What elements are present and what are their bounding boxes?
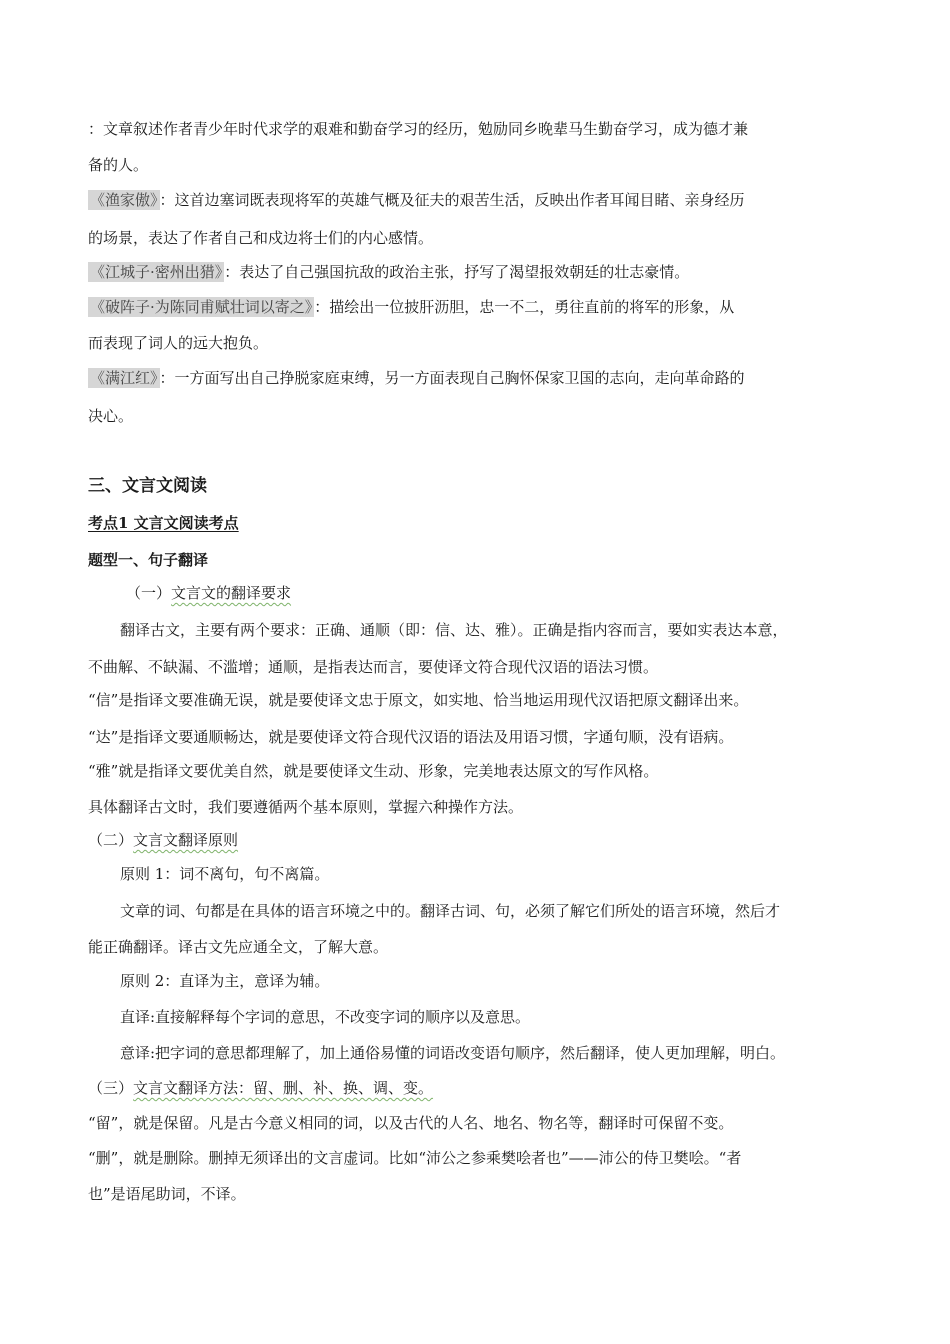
part2-yiyi: 意译:把字词的意思都理解了，加上通俗易懂的词语改变语句顺序，然后翻译，使人更加理解，明白。: [120, 1044, 786, 1062]
summary-jiangchengzi: [88, 261, 689, 283]
part3-liu: “留”，就是保留。凡是古今意义相同的词，以及古代的人名、地名、物名等，翻译时可保留不变。: [88, 1114, 734, 1132]
summary-intro-line-2: 备的人。: [88, 156, 149, 174]
summary-pozhenzi-line-2: 而表现了词人的远大抱负。: [88, 334, 269, 352]
tixing-heading: 题型一、句子翻译: [88, 551, 209, 569]
kaodian-label: 考点1 文言文阅读考点: [88, 514, 239, 532]
pozhenzi-text: ：描绘出一位披肝沥胆，忠一不二，勇往直前的将军的形象，从: [314, 298, 735, 316]
pozhenzi-title: 《破阵子·为陈同甫赋壮词以寄之》: [90, 298, 313, 316]
summary-manjianghong: [88, 367, 745, 389]
jiangchengzi-text: ：表达了自己强国抗敌的政治主张，抒写了渴望报效朝廷的壮志豪情。: [224, 263, 690, 281]
part3-shan-line-1: “删”，就是删除。删掉无须译出的文言虚词。比如“沛公之参乘樊哙者也”——沛公的侍卫樊哙。“者: [88, 1149, 742, 1167]
part1-num: （一）: [126, 584, 172, 602]
summary-intro-line-1: ：文章叙述作者青少年时代求学的艰难和勤奋学习的经历，勉励同乡晚辈马生勤奋学习，成为德才兼: [88, 120, 749, 138]
jiangchengzi-title: 《江城子·密州出猎》: [90, 263, 223, 281]
part1-da: “达”是指译文要通顺畅达，就是要使译文符合现代汉语的语法及用语习惯，字通句顺，没有语病。: [88, 728, 734, 746]
manjianghong-text: ：一方面写出自己挣脱家庭束缚，另一方面表现自己胸怀保家卫国的志向，走向革命路的: [159, 369, 745, 387]
yujiaao-title: 《渔家傲》: [90, 191, 158, 209]
part1-heading: [126, 582, 291, 604]
part2-rule1-exp-line-1: 文章的词、句都是在具体的语言环境之中的。翻译古词、句，必须了解它们所处的语言环境，然后才: [120, 902, 781, 920]
part2-num: （二）: [88, 831, 134, 849]
yujiaao-text: ：这首边塞词既表现将军的英雄气概及征夫的艰苦生活，反映出作者耳闻目睹、亲身经历: [159, 191, 745, 209]
section-heading: 三、文言文阅读: [88, 476, 207, 496]
part2-title: 文言文翻译原则: [133, 831, 239, 849]
part1-para-line-1: 翻译古文，主要有两个要求：正确、通顺（即：信、达、雅）。正确是指内容而言，要如实表达本意，: [120, 621, 788, 639]
part1-xin: “信”是指译文要准确无误，就是要使译文忠于原文，如实地、恰当地运用现代汉语把原文翻译出来。: [88, 691, 749, 709]
summary-yujiaao: [88, 189, 745, 211]
part2-rule1-exp-line-2: 能正确翻译。译古文先应通全文，了解大意。: [88, 938, 389, 956]
summary-manjianghong-line-2: 决心。: [88, 407, 134, 425]
part1-title: 文言文的翻译要求: [171, 584, 292, 602]
manjianghong-title: 《满江红》: [90, 369, 158, 387]
part3-num: （三）: [88, 1079, 134, 1097]
part3-shan-line-2: 也”是语尾助词，不译。: [88, 1185, 246, 1203]
summary-yujiaao-line-2: 的场景，表达了作者自己和戍边将士们的内心感情。: [88, 229, 434, 247]
part1-summary: 具体翻译古文时，我们要遵循两个基本原则，掌握六种操作方法。: [88, 798, 524, 816]
part3-title: 文言文翻译方法：留、删、补、换、调、变。: [133, 1079, 434, 1097]
part1-ya: “雅”就是指译文要优美自然，就是要使译文生动、形象，完美地表达原文的写作风格。: [88, 762, 659, 780]
summary-pozhenzi: [88, 296, 734, 318]
part2-zhiyi: 直译:直接解释每个字词的意思，不改变字词的顺序以及意思。: [120, 1008, 531, 1026]
part2-heading: [88, 829, 238, 851]
part1-para-line-2: 不曲解、不缺漏、不滥增；通顺，是指表达而言，要使译文符合现代汉语的语法习惯。: [88, 658, 659, 676]
part2-rule1: 原则 1：词不离句，句不离篇。: [120, 865, 330, 883]
kaodian-heading: [88, 512, 239, 534]
part2-rule2: 原则 2：直译为主，意译为辅。: [120, 972, 330, 990]
part3-heading: [88, 1077, 433, 1099]
